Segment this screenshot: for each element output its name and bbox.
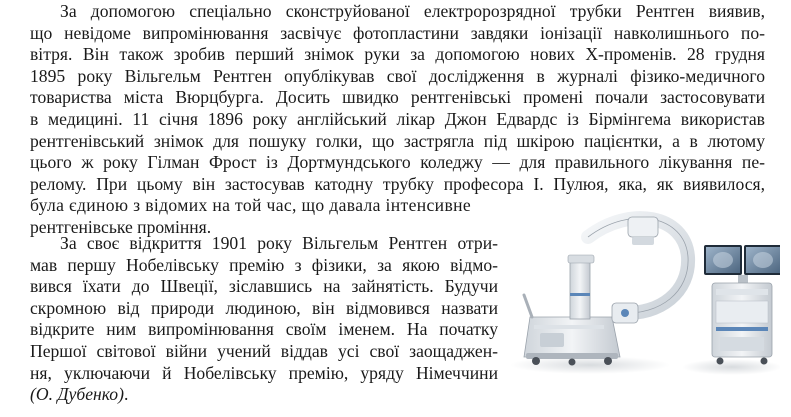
text-line: була єдиною з відомих на той час, що давала інтенсивне (30, 195, 472, 216)
monitor-cart (704, 245, 780, 365)
text-line: ня, уключаючи й Нобелівську премію, уряду Німеччини (30, 362, 498, 383)
text-line: За допомогою спеціально сконструйованої електророзрядної трубки Рентген виявив, (60, 1, 765, 21)
c-arm-unit (524, 217, 688, 366)
text-line: релому. При цьому він застосував катодну трубку професора І. Пулюя, яка, як виявилося, (30, 173, 765, 194)
text-line: товариства міста Вюрцбурга. Досить швидко рентгенівські промені почали застосовувати (30, 87, 765, 108)
text-line (30, 384, 498, 406)
text-line: скромною від природи людиною, він відмовився назвати (30, 297, 498, 318)
text-line: За своє відкриття 1901 року Вільгельм Рентген отри- (60, 233, 498, 253)
text-line: Першої світової війни учений віддав усі свої заощаджен- (30, 340, 498, 361)
text-line: вітря. Він також зробив перший знімок руки за допомогою нових X-променів. 28 грудня (30, 44, 765, 65)
author-trailer: . (123, 384, 129, 405)
text-line: відкрите ним випромінювання своїм іменем. На початку (30, 319, 498, 340)
text-line: рентгенівське проміння. (30, 216, 212, 237)
author-attribution: (О. Дубенко) (30, 384, 124, 405)
xray-equipment-photo (510, 197, 780, 377)
text-line: що невідоме випромінювання засвічує фотопластини завдяки іонізації навколишнього по- (30, 22, 765, 43)
text-line: рентгенівський знімок для пошуку голки, що застрягла під шкірою пацієнтки, а в лютому (30, 130, 765, 151)
text-line: цього ж року Гілман Фрост із Дортмундського коледжу — для правильного лікування пе- (30, 152, 765, 173)
paragraph-nobel-prize (30, 233, 498, 406)
text-line: в медицині. 11 січня 1896 року англійський лікар Джон Едвардс із Бірмінгема використав (30, 108, 765, 129)
text-line: 1895 року Вільгельм Рентген опублікував свої дослідження в журналі фізико-медичного (30, 65, 765, 86)
text-line: вився їхати до Швеції, зіславшись на зайнятість. Будучи (30, 276, 498, 297)
text-line: мав першу Нобелівську премію з фізики, за якою відмо- (30, 254, 498, 275)
